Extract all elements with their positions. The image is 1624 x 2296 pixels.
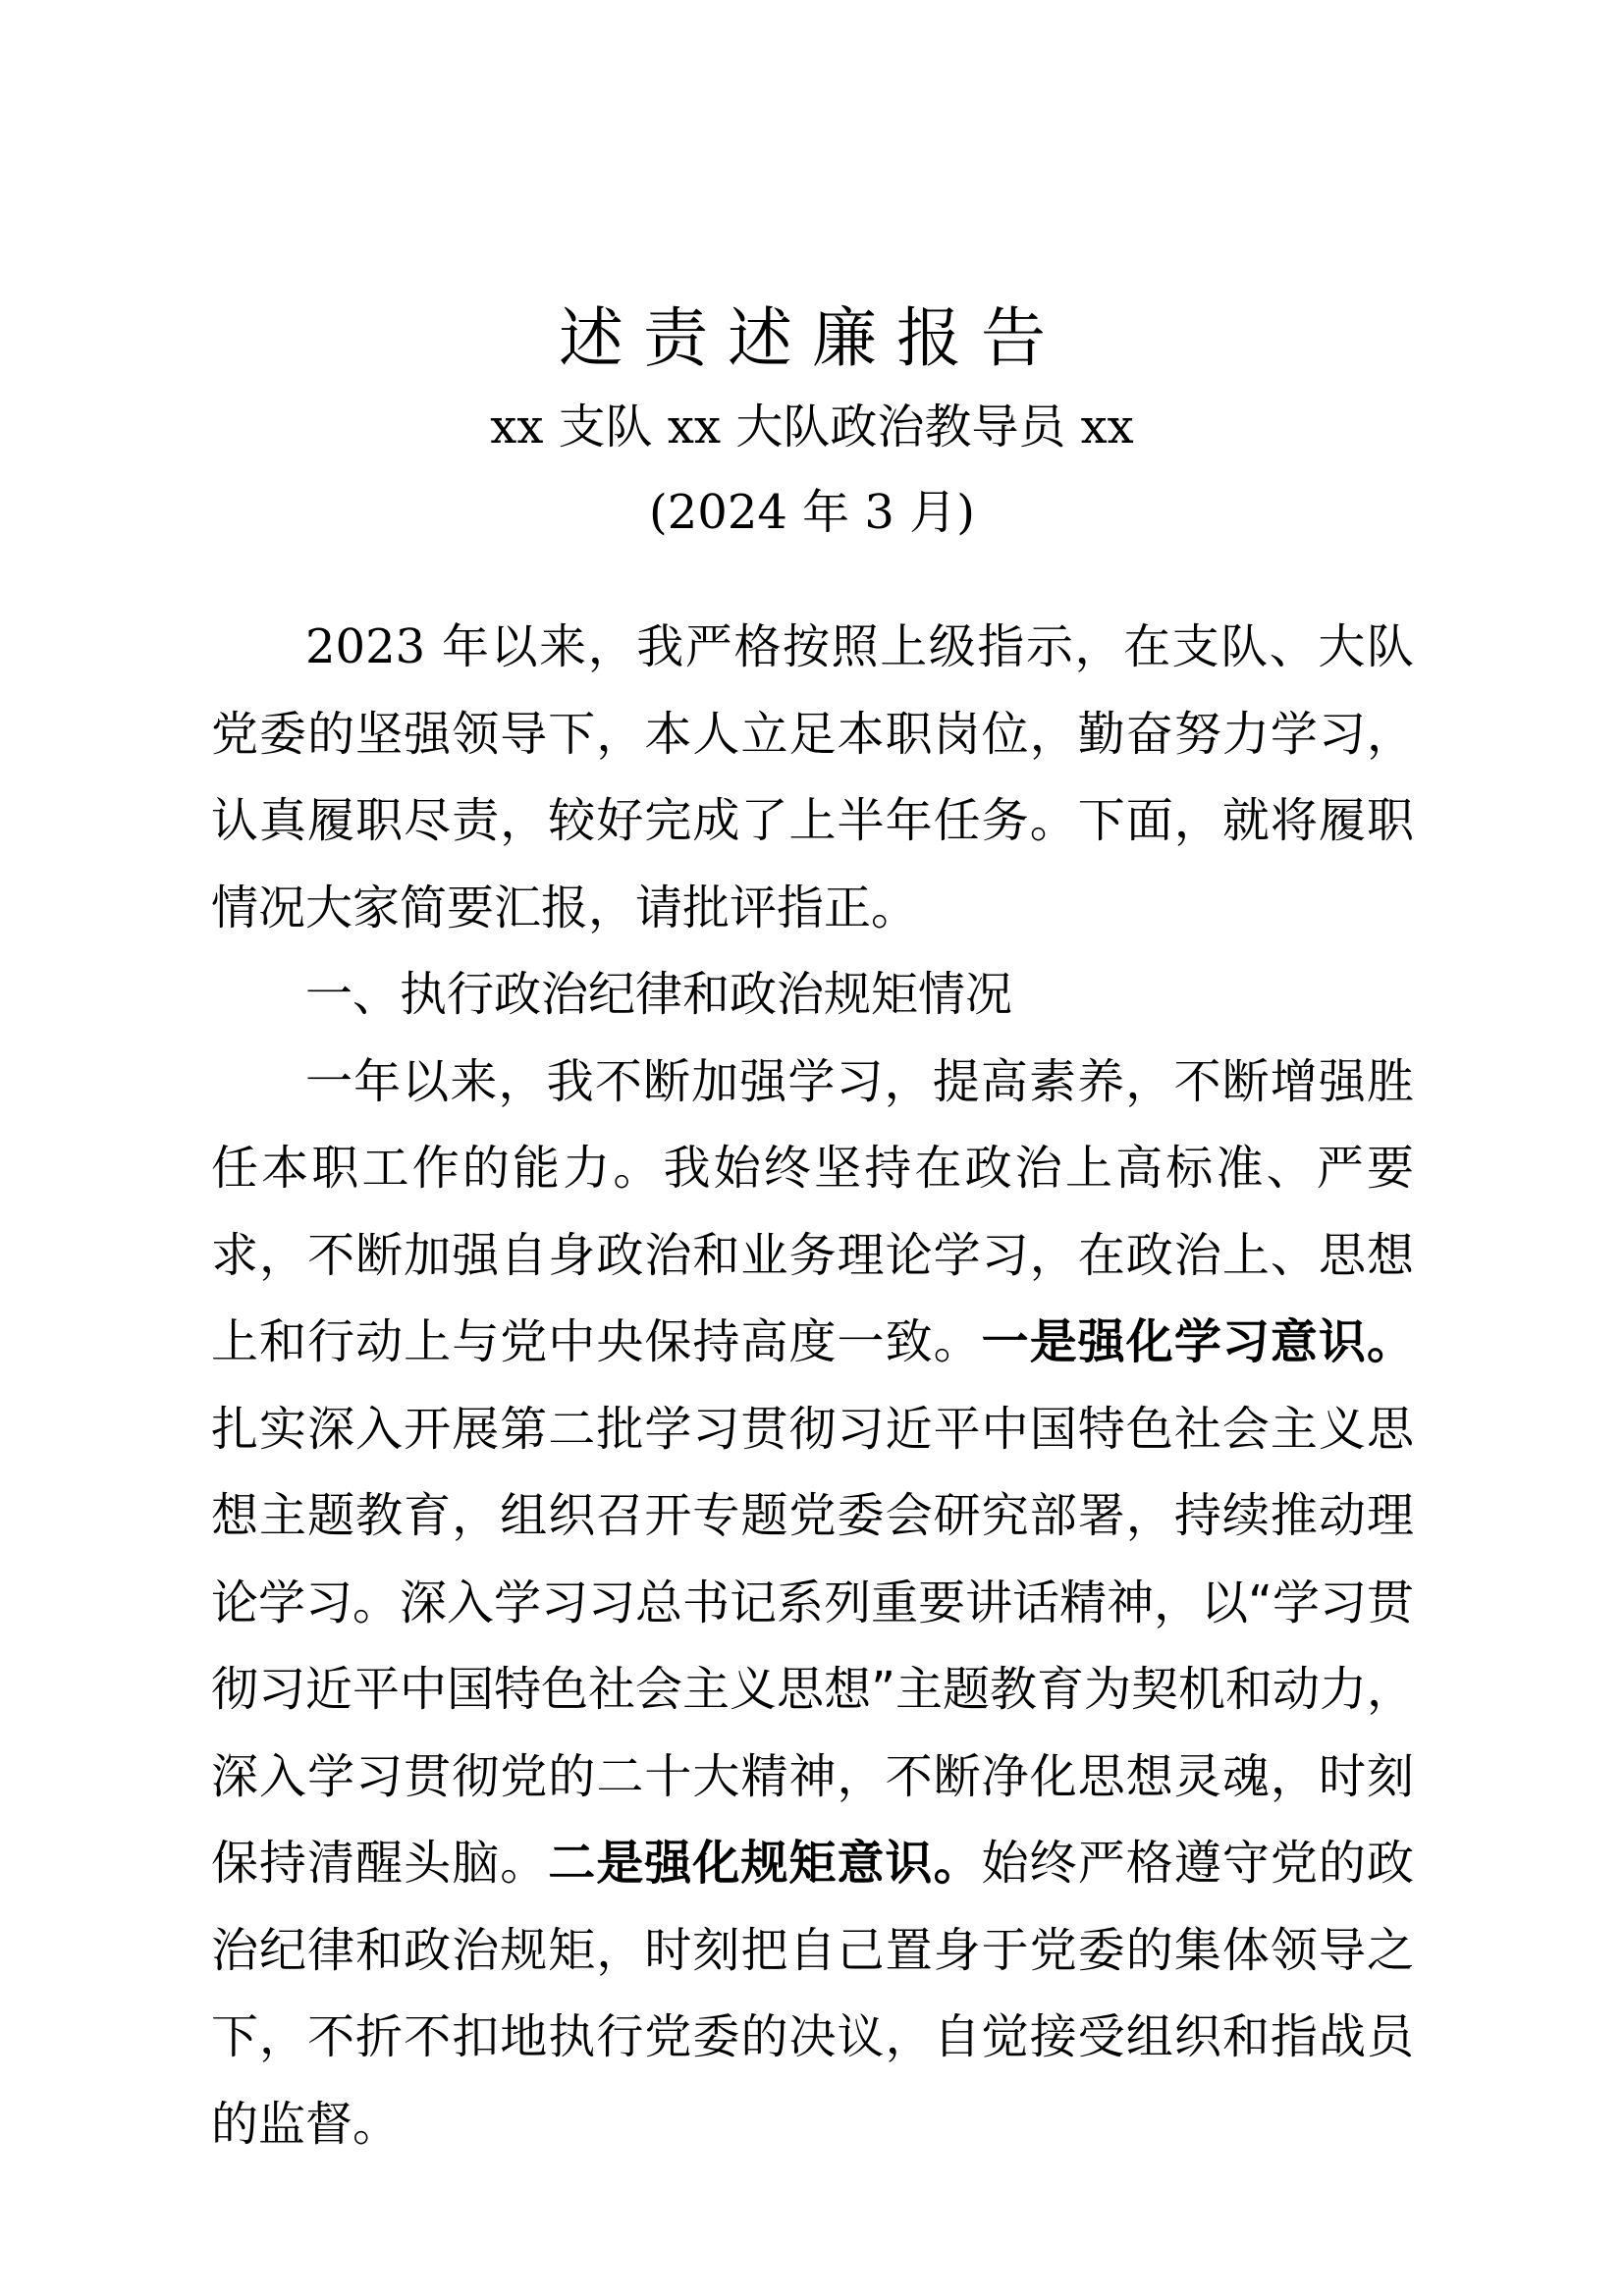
section-text-part2: 扎实深入开展第二批学习贯彻习近平中国特色社会主义思想主题教育，组织召开专题党委会研究部署，持续推动理论学习。深入学习习总书记系列重要讲话精神，以“学习贯彻习近平中国特色社会主义思想”主题教育为契机和动力，深入学习贯彻党的二十大精神，不断净化思想灵魂，时刻保持清醒头脑。 (211, 1401, 1414, 1891)
date-line: (2024 年 3 月) (649, 485, 975, 540)
document-title: 述责述廉报告 (559, 300, 1065, 376)
intro-paragraph (211, 604, 1414, 951)
section-text-part3: 始终严格遵守党的政治纪律和政治规矩，时刻把自己置身于党委的集体领导之下，不折不扣地执行党委的决议，自觉接受组织和指战员的监督。 (211, 1836, 1414, 2152)
bold-point-2: 二是强化规矩意识。 (548, 1836, 982, 1891)
intro-year: 2023 (305, 619, 426, 674)
section-paragraph (211, 1039, 1414, 2168)
section-heading: 一、执行政治纪律和政治规矩情况 (305, 967, 1013, 1022)
bold-point-1: 一是强化学习意识。 (981, 1314, 1414, 1369)
intro-text: 年以来，我严格按照上级指示，在支队、大队党委的坚强领导下，本人立足本职岗位，勤奋努力学习，认真履职尽责，较好完成了上半年任务。下面，就将履职情况大家简要汇报，请批评指正。 (211, 619, 1414, 935)
document-body (211, 604, 1414, 2167)
section-text-part1: 一年以来，我不断加强学习，提高素养，不断增强胜任本职工作的能力。我始终坚持在政治上高标准、严要求，不断加强自身政治和业务理论学习，在政治上、思想上和行动上与党中央保持高度一致。 (211, 1053, 1414, 1369)
author-line: xx 支队 xx 大队政治教导员 xx (490, 400, 1134, 454)
